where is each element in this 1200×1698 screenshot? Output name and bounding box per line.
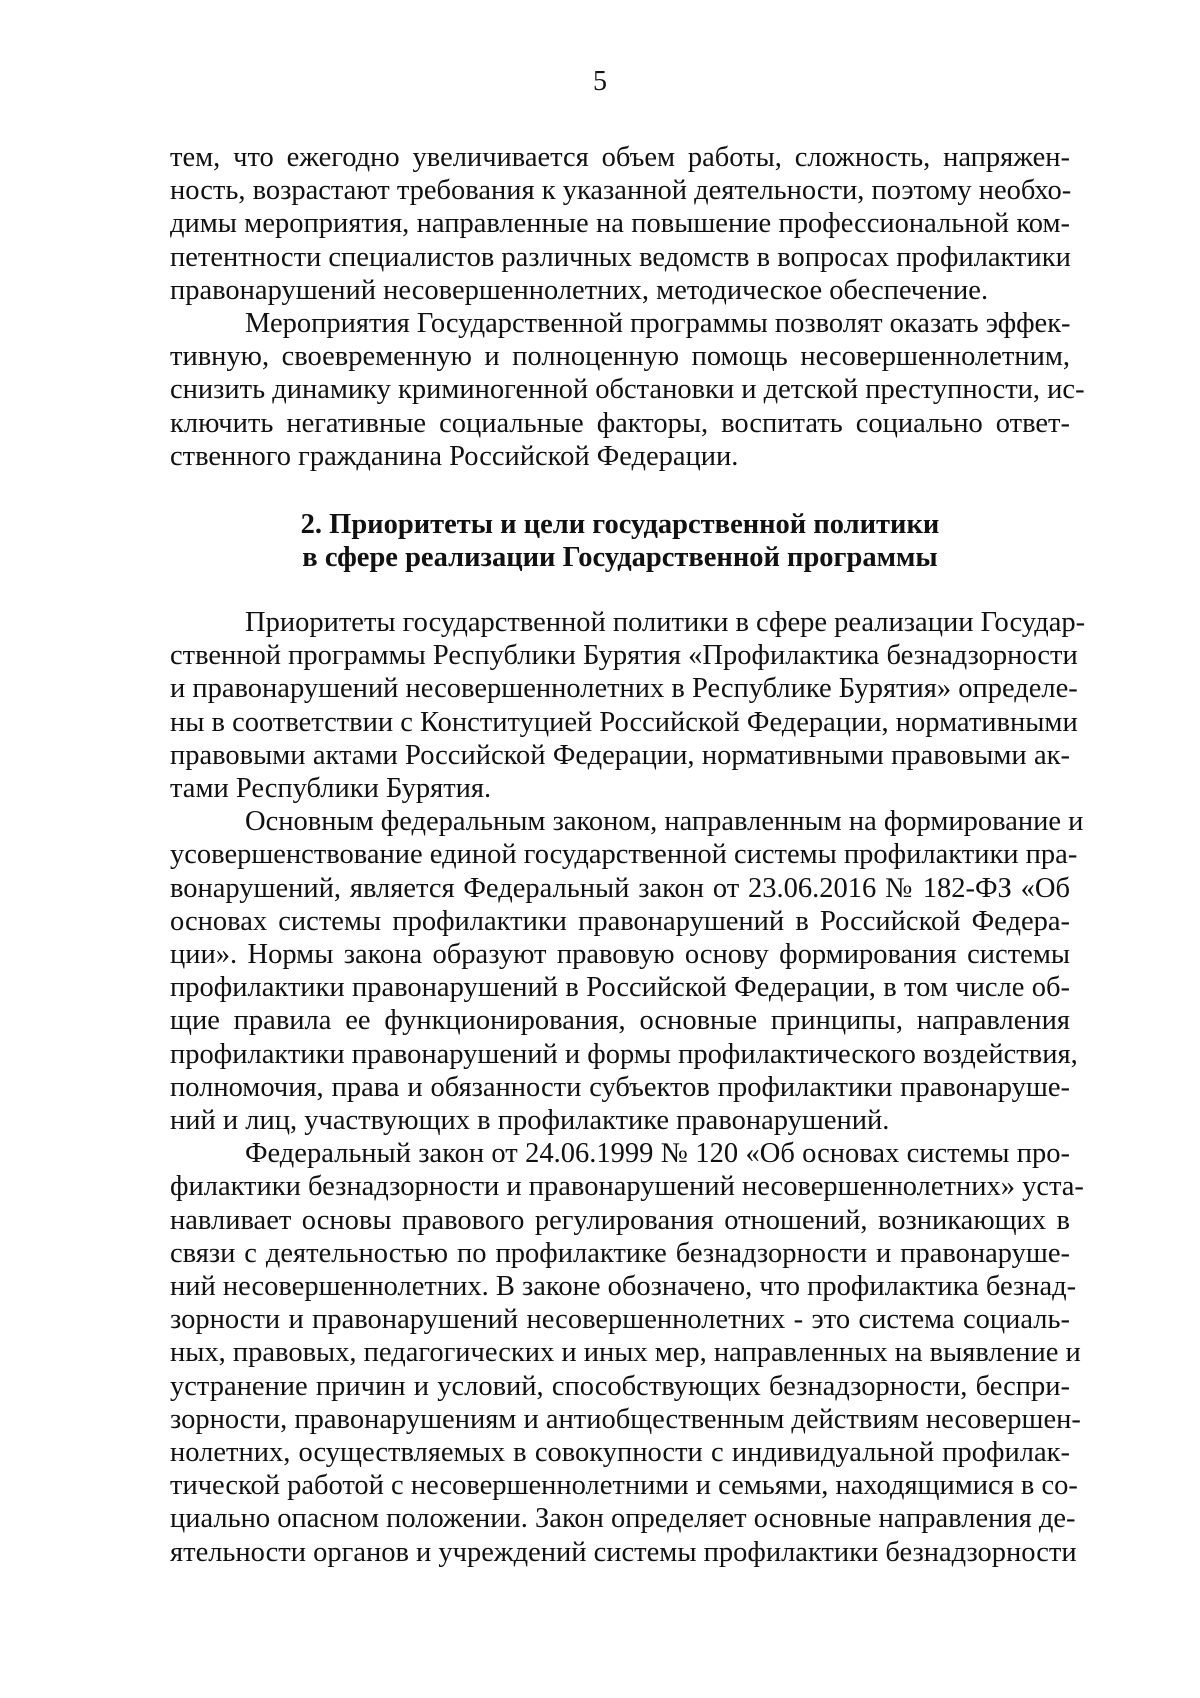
- text-line: ключить негативные социальные факторы, воспитать социально ответ-: [170, 407, 1070, 439]
- paragraph-federal-law-120: [170, 1137, 1084, 1569]
- text-line: навливает основы правового регулирования отношений, возникающих в: [170, 1204, 1070, 1236]
- section-text: [170, 606, 1086, 1569]
- text-line: щие правила ее функционирования, основные принципы, направления: [170, 1005, 1070, 1037]
- text-line: нолетних, осуществляемых в совокупности с индивидуальной профилак-: [170, 1437, 1070, 1469]
- text-line: Приоритеты государственной политики в сфере реализации Государ-: [245, 607, 1086, 638]
- text-line: снизить динамику криминогенной обстановки и детской преступности, ис-: [170, 374, 1085, 406]
- paragraph-program-measures: [170, 307, 1085, 473]
- text-line: связи с деятельностью по профилактике безнадзорности и правонаруше-: [170, 1237, 1070, 1269]
- text-line: ны в соответствии с Конституцией Российской Федерации, нормативными: [170, 706, 1078, 738]
- section-heading: [170, 508, 1070, 574]
- text-line: циально опасном положении. Закон определяет основные направления де-: [170, 1503, 1076, 1535]
- text-line: зорности, правонарушениям и антиобщественным действиям несовершен-: [170, 1403, 1081, 1435]
- text-line: зорности и правонарушений несовершеннолетних - это система социаль-: [170, 1304, 1070, 1336]
- page-number: 5: [593, 66, 607, 97]
- text-line: устранение причин и условий, способствующих безнадзорности, беспри-: [170, 1370, 1070, 1402]
- text-line: тами Республики Бурятия.: [170, 773, 492, 805]
- text-line: ственного гражданина Российской Федерации.: [170, 440, 739, 472]
- text-line: основах системы профилактики правонарушений в Российской Федера-: [170, 905, 1070, 937]
- text-line: вонарушений, является Федеральный закон от 23.06.2016 № 182-ФЗ «Об: [170, 872, 1070, 904]
- text-line: Основным федеральным законом, направленным на формирование и: [245, 806, 1084, 838]
- intro-text: [170, 141, 1085, 473]
- text-line: ность, возрастают требования к указанной деятельности, поэтому необхо-: [170, 175, 1072, 207]
- text-line: тивную, своевременную и полноценную помощь несовершеннолетним,: [170, 341, 1070, 373]
- section-heading-line: в сфере реализации Государственной программы: [302, 542, 938, 573]
- text-line: Федеральный закон от 24.06.1999 № 120 «Об основах системы про-: [245, 1138, 1070, 1170]
- text-line: филактики безнадзорности и правонарушений несовершеннолетних» уста-: [170, 1171, 1084, 1203]
- paragraph-federal-law-182: [170, 805, 1084, 1137]
- text-line: ятельности органов и учреждений системы профилактики безнадзорности: [170, 1536, 1077, 1568]
- text-line: ных, правовых, педагогических и иных мер, направленных на выявление и: [170, 1337, 1081, 1369]
- paragraph-priorities: [170, 606, 1086, 805]
- text-line: профилактики правонарушений в Российской Федерации, в том числе об-: [170, 972, 1070, 1004]
- text-line: ции». Нормы закона образуют правовую основу формирования системы: [170, 939, 1070, 971]
- text-line: ний и лиц, участвующих в профилактике правонарушений.: [170, 1105, 890, 1137]
- text-line: правонарушений несовершеннолетних, методическое обеспечение.: [170, 274, 989, 306]
- paragraph-continuation: [170, 141, 1070, 307]
- text-line: правовыми актами Российской Федерации, нормативными правовыми ак-: [170, 739, 1070, 771]
- text-line: профилактики правонарушений и формы профилактического воздействия,: [170, 1038, 1078, 1070]
- text-line: усовершенствование единой государственной системы профилактики пра-: [170, 839, 1078, 871]
- text-line: полномочия, права и обязанности субъектов профилактики правонаруше-: [170, 1071, 1070, 1103]
- text-line: ний несовершеннолетних. В законе обозначено, что профилактика безнад-: [170, 1271, 1077, 1303]
- section-heading-line: 2. Приоритеты и цели государственной политики: [300, 509, 940, 540]
- text-line: ственной программы Республики Бурятия «Профилактика безнадзорности: [170, 640, 1078, 672]
- text-line: и правонарушений несовершеннолетних в Республике Бурятия» определе-: [170, 673, 1078, 705]
- text-line: димы мероприятия, направленные на повышение профессиональной ком-: [170, 208, 1070, 240]
- text-line: Мероприятия Государственной программы позволят оказать эффек-: [245, 308, 1071, 340]
- text-line: тической работой с несовершеннолетними и семьями, находящимися в со-: [170, 1470, 1078, 1502]
- text-line: петентности специалистов различных ведомств в вопросах профилактики: [170, 241, 1071, 273]
- text-line: тем, что ежегодно увеличивается объем работы, сложность, напряжен-: [170, 142, 1070, 173]
